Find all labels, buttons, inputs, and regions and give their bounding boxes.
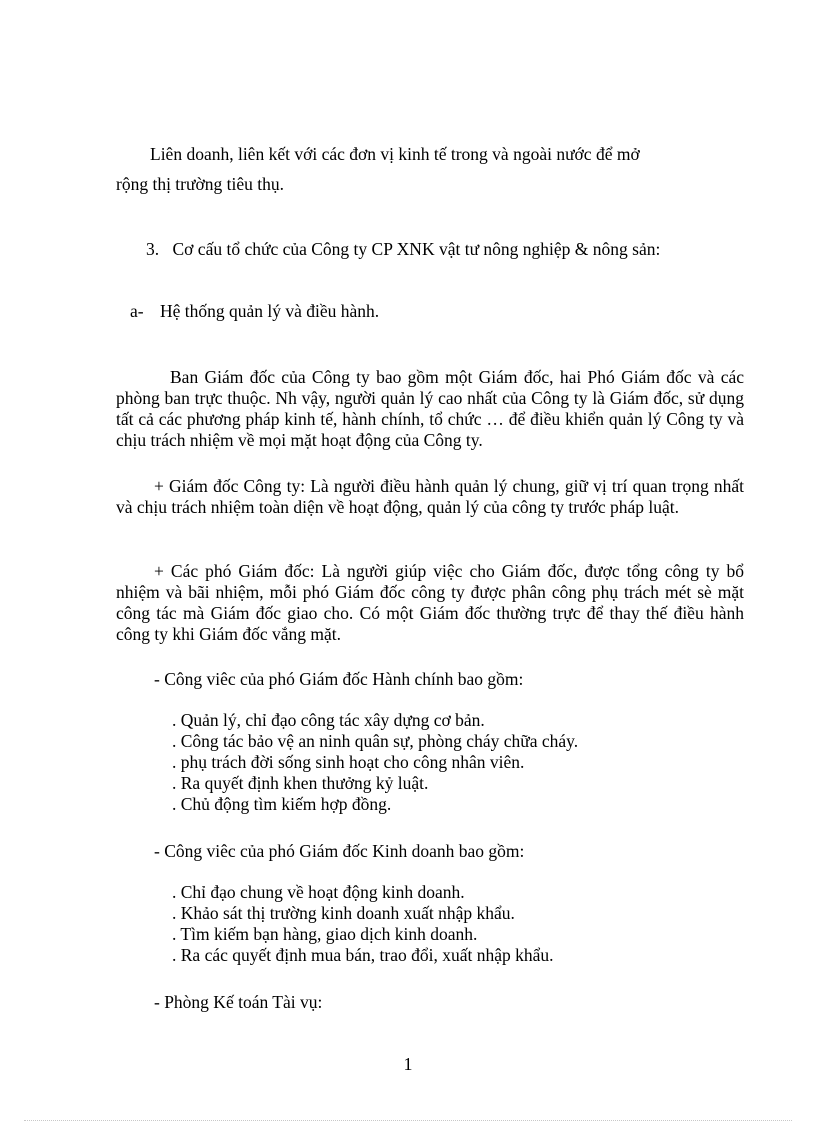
list-item: . phụ trách đời sống sinh hoạt cho công nhân viên. [172, 752, 525, 772]
list-item: . Ra các quyết định mua bán, trao đổi, xuất nhập khẩu. [172, 945, 554, 965]
subsection-a-heading [116, 301, 758, 322]
list-item: . Chủ động tìm kiếm hợp đồng. [172, 794, 392, 814]
list-item: . Quản lý, chỉ đạo công tác xây dựng cơ bản. [172, 710, 485, 730]
board-paragraph: Ban Giám đốc của Công ty bao gồm một Giám đốc, hai Phó Giám đốc và các phòng ban trực thuộc. Nh vậy, người quản lý cao nhất của Công ty là Giám đốc, sử dụng tất cả các phương pháp kinh tế, hành chính, tổ chức … để điều khiển quản lý Công ty và chịu trách nhiệm về mọi mặt hoạt động của Công ty. [116, 367, 744, 450]
section-3-title: Cơ cấu tổ chức của Công ty CP XNK vật tư nông nghiệp & nông sản: [172, 239, 661, 259]
director-paragraph: + Giám đốc Công ty: Là người điều hành quản lý chung, giữ vị trí quan trọng nhất và chịu trách nhiệm toàn diện về hoạt động, quản lý của công ty trước pháp luật. [116, 476, 744, 517]
intro-line-2: rộng thị trường tiêu thụ. [116, 174, 284, 194]
accounting-heading: - Phòng Kế toán Tài vụ: [154, 992, 323, 1012]
list-item: . Ra quyết định khen thưởng kỷ luật. [172, 773, 429, 793]
deputy-directors-paragraph: + Các phó Giám đốc: Là người giúp việc cho Giám đốc, được tổng công ty bổ nhiệm và bãi nhiệm, mỗi phó Giám đốc công ty được phân công phụ trách mét sè mặt công tác mà Giám đốc giao cho. Có một Giám đốc thường trực để thay thế điều hành công ty khi Giám đốc vắng mặt. [116, 561, 744, 644]
admin-deputy-heading: - Công viêc của phó Giám đốc Hành chính bao gồm: [154, 669, 524, 689]
business-duties-list [172, 882, 554, 966]
subsection-a-label: a- [130, 301, 144, 321]
admin-duties-list [172, 710, 578, 815]
intro-paragraph [116, 139, 744, 199]
list-item: . Công tác bảo vệ an ninh quân sự, phòng cháy chữa cháy. [172, 731, 579, 751]
intro-line-1: Liên doanh, liên kết với các đơn vị kinh tế trong và ngoài nước để mở [150, 144, 640, 164]
list-item: . Tìm kiếm bạn hàng, giao dịch kinh doanh. [172, 924, 478, 944]
list-item: . Chỉ đạo chung về hoạt động kinh doanh. [172, 882, 465, 902]
page-number: 1 [403, 1054, 413, 1074]
section-3-heading [116, 239, 774, 260]
business-deputy-heading: - Công viêc của phó Giám đốc Kinh doanh bao gồm: [154, 841, 525, 861]
list-item: . Khảo sát thị trường kinh doanh xuất nhập khẩu. [172, 903, 515, 923]
page-bottom-divider [24, 1120, 792, 1121]
subsection-a-title: Hệ thống quản lý và điều hành. [159, 301, 380, 321]
section-3-number: 3. [146, 239, 160, 259]
